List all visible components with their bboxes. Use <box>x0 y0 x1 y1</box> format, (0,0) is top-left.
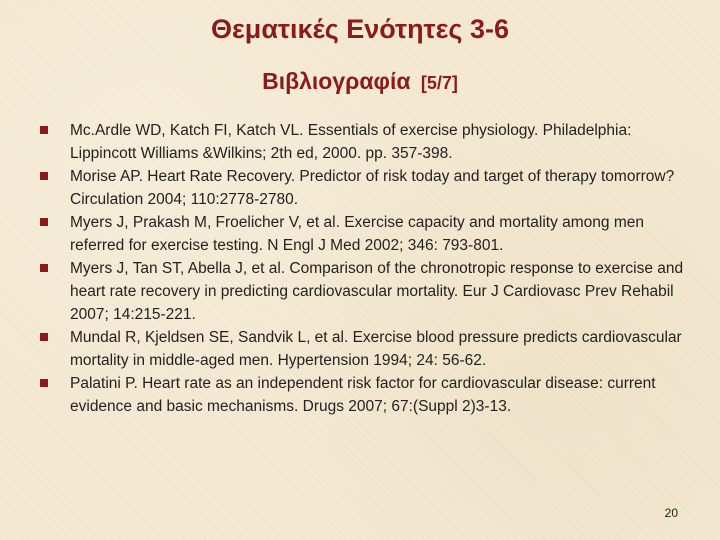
square-bullet-icon <box>40 379 48 387</box>
square-bullet-icon <box>40 264 48 272</box>
reference-item <box>40 372 700 418</box>
reference-item <box>40 165 700 211</box>
square-bullet-icon <box>40 333 48 341</box>
page-number: 20 <box>664 506 678 520</box>
square-bullet-icon <box>40 172 48 180</box>
reference-item <box>40 119 700 165</box>
reference-item <box>40 257 700 326</box>
reference-list <box>40 119 700 418</box>
reference-text: Myers J, Tan ST, Abella J, et al. Comparison of the chronotropic response to exercise and heart rate recovery in predicting cardiovascular mortality. Eur J Cardiovasc Prev Rehabil 2007; 14:215-221. <box>70 260 684 323</box>
reference-text: Mundal R, Kjeldsen SE, Sandvik L, et al. Exercise blood pressure predicts cardiovascular mortality in middle-aged men. Hypertension 1994; 24: 56-62. <box>70 329 682 369</box>
reference-item <box>40 326 700 372</box>
reference-item <box>40 211 700 257</box>
reference-text: Mc.Ardle WD, Katch FI, Katch VL. Essentials of exercise physiology. Philadelphia: Lippincott Williams &Wilkins; 2th ed, 2000. pp. 357-398. <box>70 122 632 162</box>
slide-title: Θεματικές Ενότητες 3-6 <box>210 14 509 44</box>
slide-subtitle <box>0 66 720 98</box>
square-bullet-icon <box>40 218 48 226</box>
reference-text: Morise AP. Heart Rate Recovery. Predictor of risk today and target of therapy tomorrow? Circulation 2004; 110:2778-2780. <box>70 168 675 208</box>
square-bullet-icon <box>40 126 48 134</box>
reference-text: Myers J, Prakash M, Froelicher V, et al. Exercise capacity and mortality among men referred for exercise testing. N Engl J Med 2002; 346: 793-801. <box>70 214 645 254</box>
subtitle-text: Βιβλιογραφία <box>262 68 411 94</box>
slide-counter: [5/7] <box>420 73 458 93</box>
reference-text: Palatini P. Heart rate as an independent risk factor for cardiovascular disease: current evidence and basic mechanisms. Drugs 2007; 67:(Suppl 2)3-13. <box>70 375 656 415</box>
